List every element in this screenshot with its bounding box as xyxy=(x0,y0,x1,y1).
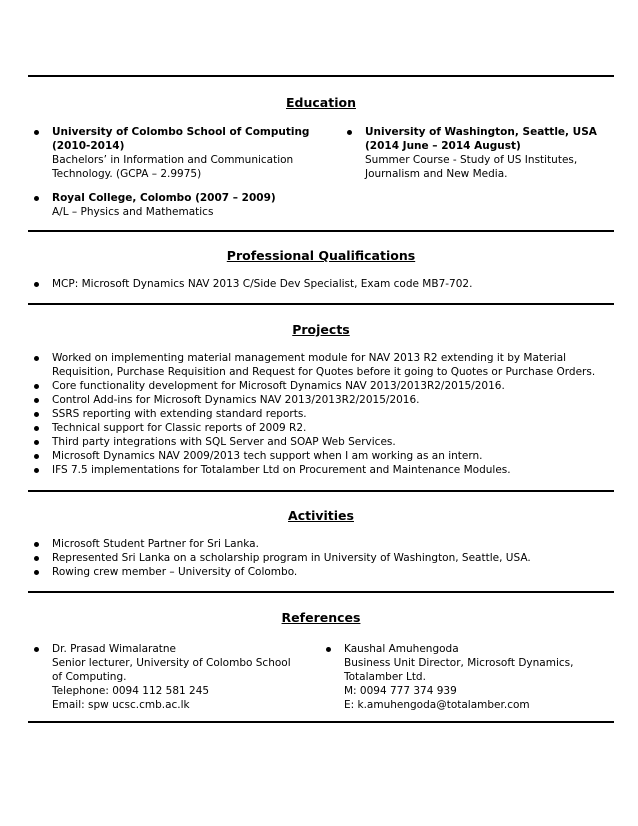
reference-phone: M: 0094 777 374 939 xyxy=(344,685,457,697)
qualifications-heading: Professional Qualifications xyxy=(226,248,416,263)
list-item xyxy=(30,125,320,181)
education-list-left xyxy=(30,125,320,219)
section-divider xyxy=(28,490,614,492)
list-item: Microsoft Student Partner for Sri Lanka. xyxy=(30,537,616,551)
activities-heading: Activities xyxy=(288,508,354,523)
reference-email: Email: spw ucsc.cmb.ac.lk xyxy=(52,699,190,711)
section-divider xyxy=(28,75,614,77)
education-title: Royal College, Colombo (2007 – 2009) xyxy=(52,192,276,204)
reference-right xyxy=(322,642,614,712)
list-item: IFS 7.5 implementations for Totalamber Ltd on Procurement and Maintenance Modules. xyxy=(30,463,616,477)
list-item xyxy=(343,125,615,181)
section-divider xyxy=(28,230,614,232)
list-item: Microsoft Dynamics NAV 2009/2013 tech support when I am working as an intern. xyxy=(30,449,616,463)
list-item: Core functionality development for Microsoft Dynamics NAV 2013/2013R2/2015/2016. xyxy=(30,379,616,393)
projects-heading: Projects xyxy=(292,322,350,337)
reference-name: Dr. Prasad Wimalaratne xyxy=(52,643,176,655)
section-divider xyxy=(28,303,614,305)
reference-email: E: k.amuhengoda@totalamber.com xyxy=(344,699,530,711)
list-item: Worked on implementing material management module for NAV 2013 R2 extending it by Material Requisition, Purchase Requisition and Request for Quotes before it going to Quotes or Purchase Orders. xyxy=(30,351,616,379)
list-item: Rowing crew member – University of Colombo. xyxy=(30,565,616,579)
education-detail: Bachelors’ in Information and Communication Technology. (GCPA – 2.9975) xyxy=(52,154,294,180)
section-divider xyxy=(28,591,614,593)
education-detail: Summer Course - Study of US Institutes, Journalism and New Media. xyxy=(365,154,578,180)
reference-role: Senior lecturer, University of Colombo School of Computing. xyxy=(52,657,291,683)
reference-left xyxy=(30,642,292,712)
list-item: Control Add-ins for Microsoft Dynamics NAV 2013/2013R2/2015/2016. xyxy=(30,393,616,407)
qualifications-list xyxy=(30,277,616,291)
reference-role: Business Unit Director, Microsoft Dynamics, Totalamber Ltd. xyxy=(344,657,574,683)
list-item xyxy=(30,191,320,219)
projects-list xyxy=(30,351,616,477)
education-list-right xyxy=(343,125,615,181)
list-item xyxy=(322,642,614,712)
list-item: SSRS reporting with extending standard reports. xyxy=(30,407,616,421)
activities-list xyxy=(30,537,616,579)
list-item: MCP: Microsoft Dynamics NAV 2013 C/Side Dev Specialist, Exam code MB7-702. xyxy=(30,277,616,291)
education-title: University of Washington, Seattle, USA (2014 June – 2014 August) xyxy=(365,126,597,152)
list-item: Represented Sri Lanka on a scholarship program in University of Washington, Seattle, USA. xyxy=(30,551,616,565)
section-divider xyxy=(28,721,614,723)
list-item: Technical support for Classic reports of 2009 R2. xyxy=(30,421,616,435)
education-detail: A/L – Physics and Mathematics xyxy=(52,206,214,218)
list-item: Third party integrations with SQL Server and SOAP Web Services. xyxy=(30,435,616,449)
reference-phone: Telephone: 0094 112 581 245 xyxy=(52,685,210,697)
list-item xyxy=(30,642,292,712)
reference-name: Kaushal Amuhengoda xyxy=(344,643,459,655)
education-heading: Education xyxy=(286,95,356,110)
education-title: University of Colombo School of Computing (2010-2014) xyxy=(52,126,310,152)
references-heading: References xyxy=(281,610,361,625)
